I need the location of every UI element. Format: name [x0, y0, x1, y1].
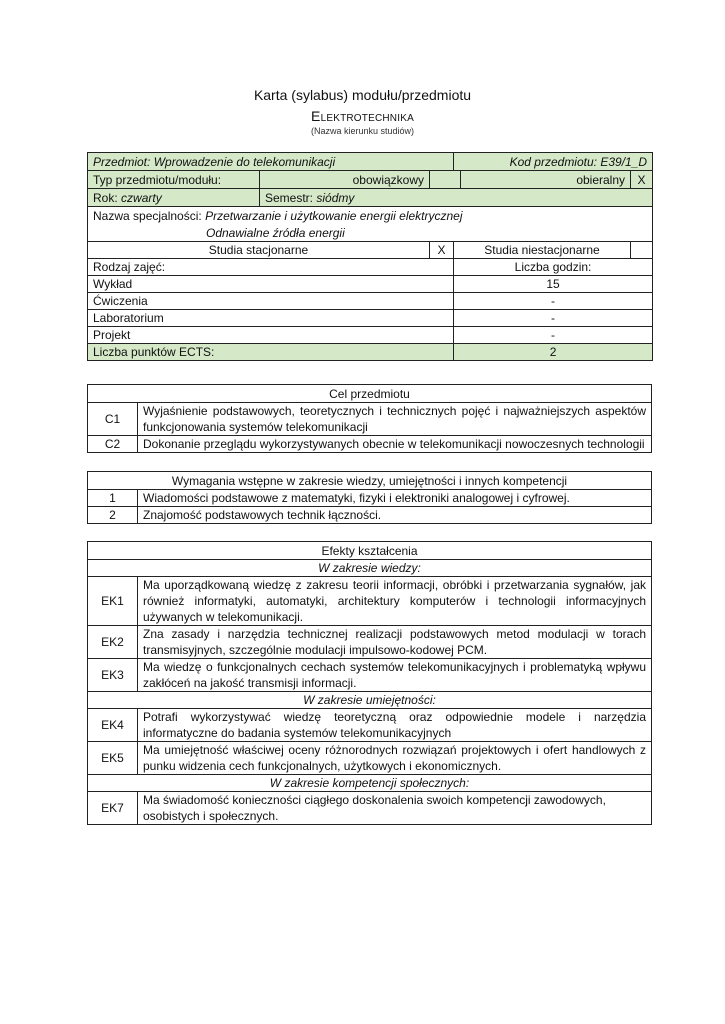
prereq-text: Wiadomości podstawowe z matematyki, fizyki i elektroniki analogowej i cyfrowej.	[138, 490, 652, 507]
knowledge-title: W zakresie wiedzy:	[88, 560, 652, 577]
subject-cell	[88, 153, 454, 171]
class-name-lab: Laboratorium	[88, 309, 454, 326]
class-name-exercises: Ćwiczenia	[88, 292, 454, 309]
year-cell	[88, 189, 260, 207]
outcomes-table	[87, 541, 652, 825]
outcome-code: EK3	[88, 659, 138, 692]
semester-label: Semestr:	[265, 190, 314, 205]
prereq-table	[87, 471, 652, 524]
code-cell	[454, 153, 653, 171]
subject-value: Wprowadzenie do telekomunikacji	[153, 154, 336, 169]
outcome-text: Zna zasady i narzędzia technicznej realizacji podstawowych metod modulacji w torach transmisyjnych, szczególnie modulacji impulsowo-kodowej PCM.	[138, 626, 652, 659]
social-title: W zakresie kompetencji społecznych:	[88, 775, 652, 792]
subject-label: Przedmiot:	[93, 154, 151, 169]
part-time-mark	[631, 241, 653, 258]
document-title: Karta (sylabus) modułu/przedmiotu	[253, 87, 472, 103]
outcome-code: EK4	[88, 709, 138, 742]
ects-label: Liczba punktów ECTS:	[88, 343, 454, 360]
specialty-1: Przetwarzanie i użytkowanie energii elektrycznej	[205, 208, 463, 223]
class-hours-exercises: -	[454, 292, 653, 309]
outcomes-title: Efekty kształcenia	[88, 542, 652, 560]
prereq-code: 1	[88, 490, 138, 507]
semester-value: siódmy	[316, 190, 355, 205]
elective-mark: X	[631, 171, 653, 189]
skills-title: W zakresie umiejętności:	[88, 692, 652, 709]
goal-code: C2	[88, 436, 138, 453]
ects-value: 2	[454, 343, 653, 360]
prereq-title: Wymagania wstępne w zakresie wiedzy, umiejętności i innych kompetencji	[88, 472, 652, 490]
type-label: Typ przedmiotu/modułu:	[88, 171, 260, 189]
year-label: Rok:	[93, 190, 118, 205]
goals-table	[87, 384, 652, 453]
outcome-text: Ma umiejętność właściwej oceny różnorodnych rozwiązań projektowych i ofert handlowych z punku widzenia cech funkcjonalnych, użytkowych i ekonomicznych.	[138, 742, 652, 775]
specialty-2: Odnawialne źródła energii	[88, 225, 653, 242]
goal-code: C1	[88, 403, 138, 436]
full-time-label: Studia stacjonarne	[88, 241, 430, 258]
outcome-text: Ma świadomość konieczności ciągłego doskonalenia swoich kompetencji zawodowych, osobistych i społecznych.	[138, 792, 652, 825]
program-note: (Nazwa kierunku studiów)	[310, 126, 415, 136]
part-time-label: Studia niestacjonarne	[454, 241, 631, 258]
outcome-code: EK7	[88, 792, 138, 825]
full-time-mark: X	[430, 241, 454, 258]
outcome-text: Ma wiedzę o funkcjonalnych cechach systemów telekomunikacyjnych i problematyką wpływu zakłóceń na jakość transmisji informacji.	[138, 659, 652, 692]
prereq-code: 2	[88, 507, 138, 524]
outcome-code: EK2	[88, 626, 138, 659]
outcome-code: EK1	[88, 577, 138, 626]
class-hours-lab: -	[454, 309, 653, 326]
code-label: Kod przedmiotu:	[509, 154, 597, 169]
hours-label: Liczba godzin:	[454, 258, 653, 275]
class-name-project: Projekt	[88, 326, 454, 343]
class-hours-project: -	[454, 326, 653, 343]
info-table	[87, 152, 653, 361]
specialty-cell	[88, 207, 653, 225]
year-value: czwarty	[121, 190, 162, 205]
program-name: Elektrotechnika	[311, 108, 414, 124]
goals-title: Cel przedmiotu	[88, 385, 652, 403]
type-elective: obieralny	[461, 171, 631, 189]
outcome-text: Ma uporządkowaną wiedzę z zakresu teorii informacji, obróbki i przetwarzania sygnałów, jak również informatyki, automatyki, architektury komputerów i technologii informacyjnych używanych w telekomunikacji.	[138, 577, 652, 626]
prereq-text: Znajomość podstawowych technik łączności.	[138, 507, 652, 524]
classes-label: Rodzaj zajęć:	[88, 258, 454, 275]
type-mandatory: obowiązkowy	[260, 171, 430, 189]
outcome-text: Potrafi wykorzystywać wiedzę teoretyczną oraz odpowiednie modele i narzędzia informatyczne do badania systemów telekomunikacyjnych	[138, 709, 652, 742]
goal-text: Wyjaśnienie podstawowych, teoretycznych i technicznych pojęć i najważniejszych aspektów funkcjonowania systemów telekomunikacji	[138, 403, 652, 436]
outcome-code: EK5	[88, 742, 138, 775]
class-hours-lecture: 15	[454, 275, 653, 292]
goal-text: Dokonanie przeglądu wykorzystywanych obecnie w telekomunikacji nowoczesnych technologii	[138, 436, 652, 453]
specialty-label: Nazwa specjalności:	[93, 208, 202, 223]
class-name-lecture: Wykład	[88, 275, 454, 292]
mandatory-mark	[430, 171, 461, 189]
semester-cell	[260, 189, 653, 207]
code-value: E39/1_D	[600, 154, 648, 169]
